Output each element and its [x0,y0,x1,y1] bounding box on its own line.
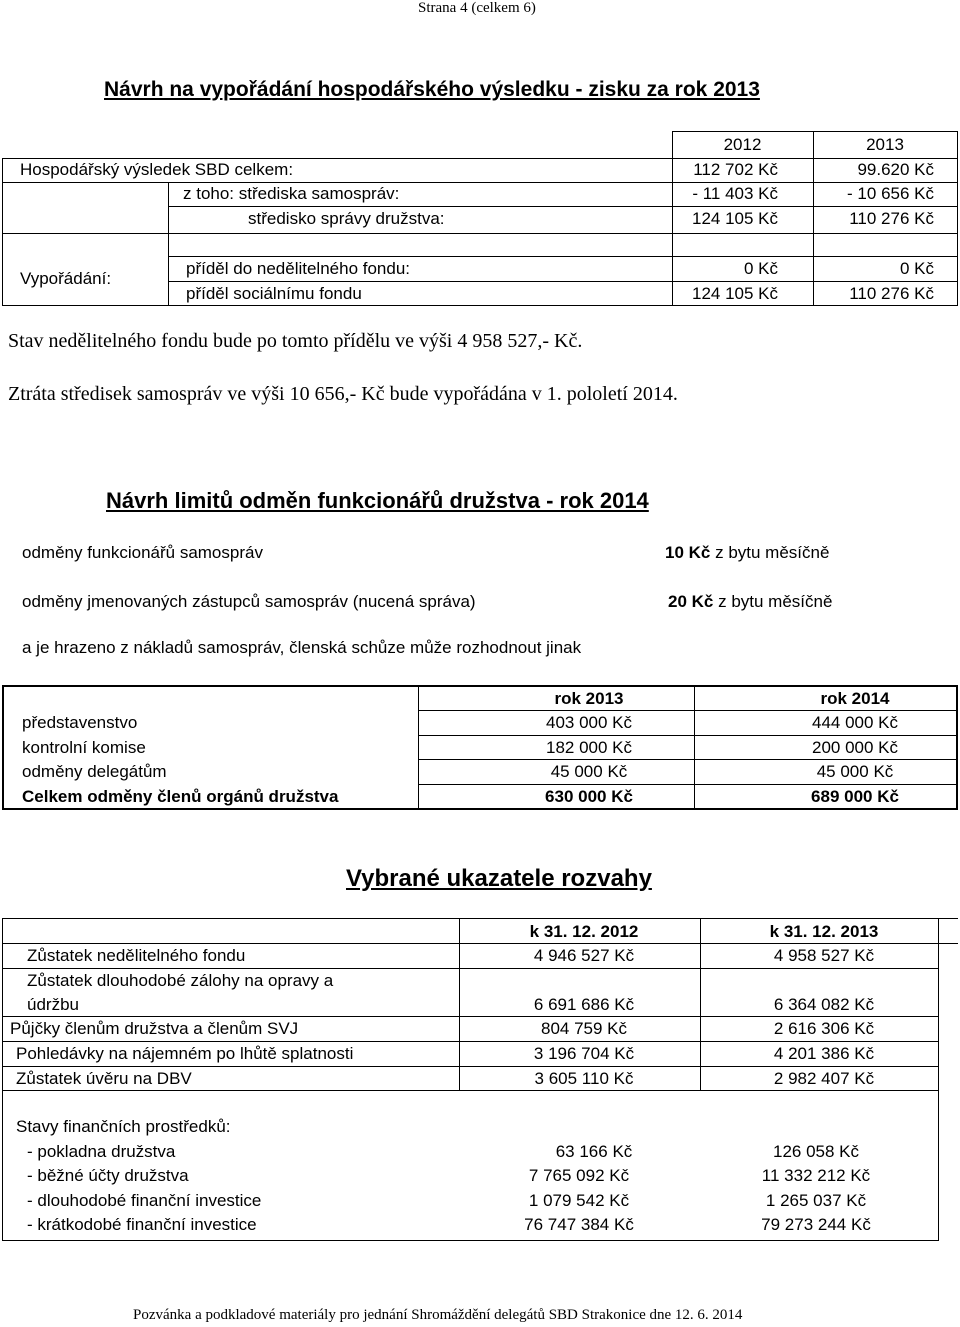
fin-value-2012: 76 747 384 Kč [524,1215,634,1234]
row-value-2013: 4 201 386 Kč [773,1044,875,1063]
col-k-2012: k 31. 12. 2012 [529,922,639,941]
fin-value-2013: 79 273 244 Kč [761,1215,871,1234]
row-label: Zůstatek nedělitelného fondu [27,946,246,965]
alloc-value-2013: 110 276 Kč [849,284,934,303]
row-value-2013: 99.620 Kč [857,160,934,179]
col-2012: 2012 [723,135,762,154]
total-value-2013: 630 000 Kč [545,787,633,806]
col-rok-2013: rok 2013 [554,689,624,708]
vyporadani-label: Vypořádání: [20,269,112,288]
limit-value: 10 Kč z bytu měsíčně [665,543,830,562]
row-label: z toho: střediska samospráv: [183,184,400,203]
limit-value: 20 Kč z bytu měsíčně [668,592,833,611]
row-value-2014: 45 000 Kč [816,762,894,781]
row-label: středisko správy družstva: [248,209,445,228]
row-label: odměny delegátům [22,762,167,781]
fin-value-2012: 63 166 Kč [555,1142,633,1161]
row-value-2013: 45 000 Kč [550,762,628,781]
alloc-value-2012: 0 Kč [743,259,778,278]
row-value-2014: 444 000 Kč [811,713,898,732]
stavy-label: Stavy finančních prostředků: [16,1117,231,1136]
row-value-2013: - 10 656 Kč [847,184,934,203]
total-label: Celkem odměny členů orgánů družstva [22,787,339,806]
section2-title: Návrh limitů odměn funkcionářů družstva - rok 2014 [106,488,649,513]
fin-label: - pokladna družstva [27,1142,176,1161]
row-value-2013: 2 616 306 Kč [773,1019,875,1038]
fund-note: Stav nedělitelného fondu bude po tomto přídělu ve výši 4 958 527,- Kč. [8,330,583,352]
fin-label: - krátkodobé finanční investice [27,1215,257,1234]
row-value-2012: 3 605 110 Kč [534,1069,634,1088]
footer-text: Pozvánka a podkladové materiály pro jednání Shromáždění delegátů SBD Strakonice dne 12. 6. 2014 [133,1307,743,1323]
row-label: Zůstatek dlouhodobé zálohy na opravy a [27,971,334,990]
row-value-2012: 4 946 527 Kč [533,946,635,965]
limit-note: a je hrazeno z nákladů samospráv, členská schůze může rozhodnout jinak [22,638,582,657]
loss-note: Ztráta středisek samospráv ve výši 10 656,- Kč bude vypořádána v 1. pololetí 2014. [8,383,678,405]
fin-value-2012: 7 765 092 Kč [528,1166,630,1185]
row-value-2013: 110 276 Kč [849,209,934,228]
row-value-2012: 112 702 Kč [693,160,778,179]
row-label: Hospodářský výsledek SBD celkem: [20,160,294,179]
row-value-2013: 403 000 Kč [545,713,632,732]
row-value-2012: - 11 403 Kč [692,184,778,203]
page-number: Strana 4 (celkem 6) [418,0,536,16]
fin-value-2012: 1 079 542 Kč [528,1191,630,1210]
limit-label: odměny funkcionářů samospráv [22,543,263,562]
row-label: kontrolní komise [22,738,146,757]
row-value-2012: 124 105 Kč [691,209,778,228]
fin-label: - běžné účty družstva [27,1166,189,1185]
row-value-2013: 182 000 Kč [545,738,632,757]
total-value-2014: 689 000 Kč [811,787,899,806]
col-rok-2014: rok 2014 [820,689,890,708]
section3-title: Vybrané ukazatele rozvahy [346,865,652,892]
fin-value-2013: 126 058 Kč [772,1142,859,1161]
row-label-cont: údržbu [27,995,79,1014]
fin-value-2013: 11 332 212 Kč [761,1166,871,1185]
alloc-value-2013: 0 Kč [899,259,934,278]
row-label: Zůstatek úvěru na DBV [16,1069,192,1088]
fin-value-2013: 1 265 037 Kč [765,1191,867,1210]
col-k-2013: k 31. 12. 2013 [769,922,879,941]
row-value-2012: 804 759 Kč [540,1019,627,1038]
fin-label: - dlouhodobé finanční investice [27,1191,262,1210]
row-value-2012: 6 691 686 Kč [533,995,635,1014]
row-label: Půjčky členům družstva a členům SVJ [10,1019,299,1038]
col-2013: 2013 [866,135,904,154]
row-label: Pohledávky na nájemném po lhůtě splatnosti [16,1044,354,1063]
alloc-label: příděl do nedělitelného fondu: [186,259,411,278]
alloc-value-2012: 124 105 Kč [691,284,778,303]
alloc-label: příděl sociálnímu fondu [186,284,362,303]
row-value-2013: 2 982 407 Kč [773,1069,875,1088]
row-value-2013: 4 958 527 Kč [773,946,875,965]
limit-label: odměny jmenovaných zástupců samospráv (nucená správa) [22,592,476,611]
row-value-2013: 6 364 082 Kč [773,995,875,1014]
row-value-2014: 200 000 Kč [811,738,898,757]
row-value-2012: 3 196 704 Kč [533,1044,635,1063]
row-label: představenstvo [22,713,138,732]
section1-title: Návrh na vypořádání hospodářského výsledku - zisku za rok 2013 [104,78,760,101]
